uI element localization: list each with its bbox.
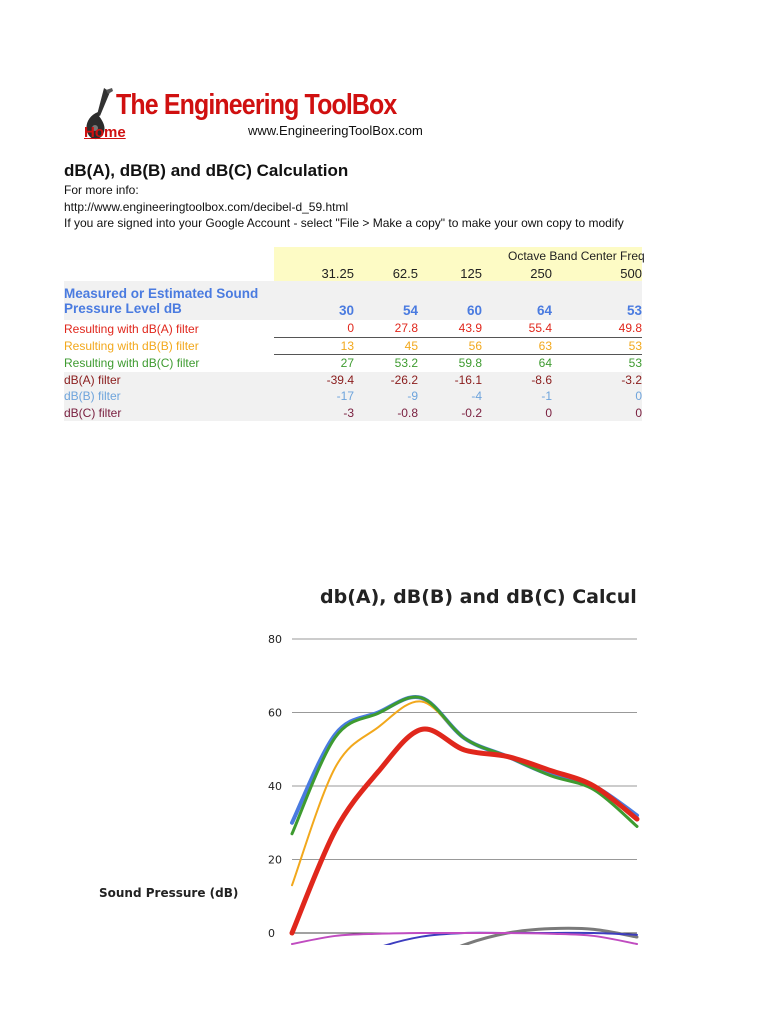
series-line[interactable]	[292, 928, 637, 1024]
table-cell[interactable]: 27.8	[354, 320, 418, 337]
chart-y-axis-label: Sound Pressure (dB)	[99, 886, 239, 900]
freq-cell[interactable]: 31.25	[274, 247, 354, 281]
y-tick-label: 40	[268, 780, 282, 793]
logo-url[interactable]: www.EngineeringToolBox.com	[248, 123, 423, 138]
table-cell[interactable]: -9	[354, 388, 418, 405]
octave-band-label[interactable]: Octave Band Center Freq	[508, 249, 645, 263]
y-tick-label: 80	[268, 633, 282, 646]
row-label[interactable]: dB(A) filter	[64, 372, 274, 389]
logo-title: The Engineering ToolBox	[116, 89, 397, 121]
table-cell[interactable]: 27	[340, 356, 354, 371]
series-line[interactable]	[292, 729, 637, 933]
table-cell[interactable]: 13	[274, 337, 354, 355]
table-cell[interactable]: -3.2	[552, 372, 642, 389]
info-link[interactable]: http://www.engineeringtoolbox.com/decibel-d_59.html	[64, 200, 349, 214]
y-tick-label: 60	[268, 706, 282, 720]
table-cell[interactable]: 45	[354, 337, 418, 355]
freq-cell[interactable]: 500	[552, 247, 642, 281]
table-cell[interactable]: -39.4	[274, 372, 354, 389]
measured-cell[interactable]: 60	[418, 281, 482, 320]
table-cell[interactable]: 0	[274, 320, 354, 337]
table-cell[interactable]: 64	[538, 356, 552, 371]
table-cell[interactable]: 63	[482, 337, 552, 355]
measured-cell[interactable]: 64	[482, 281, 552, 320]
measured-cell[interactable]: 54	[354, 281, 418, 320]
table-cell[interactable]: 55.4	[482, 320, 552, 337]
info-text: For more info:	[64, 183, 139, 197]
table-cell[interactable]: 43.9	[418, 320, 482, 337]
row-label[interactable]: Resulting with dB(C) filter	[64, 356, 200, 370]
table-cell[interactable]: -1	[482, 388, 552, 405]
y-tick-label: 0	[268, 927, 275, 940]
y-tick-label: 20	[268, 853, 282, 867]
table-cell[interactable]: 53.2	[394, 356, 418, 371]
series-line[interactable]	[292, 697, 637, 823]
table-cell[interactable]: 53	[628, 356, 642, 371]
table-cell[interactable]: -4	[418, 388, 482, 405]
freq-cell[interactable]: 250	[482, 247, 552, 281]
table-cell[interactable]: -8.6	[482, 372, 552, 389]
table-cell[interactable]: 0	[482, 405, 552, 422]
table-cell[interactable]: 49.8	[552, 320, 642, 337]
row-label[interactable]: dB(C) filter	[64, 405, 274, 422]
table-cell[interactable]: 59.8	[458, 356, 482, 371]
table-cell[interactable]: 0	[552, 388, 642, 405]
copy-instructions: If you are signed into your Google Account - select "File > Make a copy" to make your own copy to modify	[64, 216, 624, 230]
freq-cell[interactable]: 62.5	[354, 247, 418, 281]
table-cell[interactable]: 53	[552, 337, 642, 355]
measured-label-line: Pressure Level dB	[64, 300, 182, 316]
table-cell[interactable]: 0	[552, 405, 642, 422]
measured-cell[interactable]: 53	[552, 281, 642, 320]
row-label[interactable]: Resulting with dB(B) filter	[64, 338, 199, 353]
freq-cell[interactable]: 125	[418, 247, 482, 281]
measured-cell[interactable]: 30	[274, 281, 354, 320]
table-cell[interactable]: -0.8	[354, 405, 418, 422]
series-line[interactable]	[292, 933, 637, 944]
page-heading: dB(A), dB(B) and dB(C) Calculation	[64, 161, 349, 180]
row-label[interactable]: Resulting with dB(A) filter	[64, 321, 199, 336]
table-cell[interactable]: -16.1	[418, 372, 482, 389]
chart-title: db(A), dB(B) and dB(C) Calcul	[320, 586, 637, 608]
row-label[interactable]: dB(B) filter	[64, 388, 274, 405]
table-cell[interactable]: -3	[274, 405, 354, 422]
table-cell[interactable]: -26.2	[354, 372, 418, 389]
series-line[interactable]	[292, 933, 637, 996]
table-cell[interactable]: -0.2	[418, 405, 482, 422]
table-cell[interactable]: -17	[274, 388, 354, 405]
measured-label-line: Measured or Estimated Sound	[64, 285, 259, 301]
home-link[interactable]: Home	[84, 124, 126, 141]
table-cell[interactable]: 56	[418, 337, 482, 355]
